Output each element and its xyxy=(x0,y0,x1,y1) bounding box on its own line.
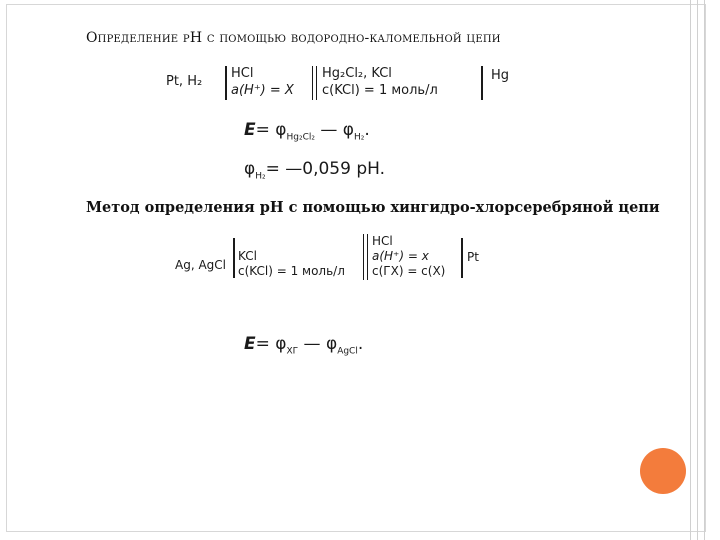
solution-1-line-2: c(KCl) = 1 моль/л xyxy=(238,264,345,278)
slide-title: Определение pH с помощью водородно-каломельной цепи xyxy=(86,30,501,46)
solution-2-line-1: Hg₂Cl₂, KCl xyxy=(322,66,392,81)
equation-part: = —0,059 pH. xyxy=(265,159,386,179)
solution-2-line-2: c(KCl) = 1 моль/л xyxy=(322,83,438,98)
decorative-line xyxy=(704,0,705,540)
accent-circle xyxy=(640,448,686,494)
equation-part: . xyxy=(364,120,370,140)
phase-boundary xyxy=(481,66,483,100)
solution-1-line-1: HCl xyxy=(231,66,254,81)
phase-boundary xyxy=(461,238,463,278)
emf-equation-1 xyxy=(244,120,370,142)
electrode-left-label: Ag, AgCl xyxy=(175,258,226,272)
equation-part: = φ xyxy=(255,120,287,140)
potential-equation xyxy=(244,159,385,181)
equation-subscript: H₂ xyxy=(354,132,365,143)
decorative-line xyxy=(697,0,698,540)
electrode-right-label: Pt xyxy=(467,250,479,264)
phase-boundary xyxy=(225,66,227,100)
solution-2-line-1: HCl xyxy=(372,234,393,248)
equation-subscript: ХГ xyxy=(286,346,299,357)
electrode-right-label: Hg xyxy=(491,68,510,83)
equation-part: — φ xyxy=(314,120,355,140)
equation-part: = φ xyxy=(255,334,287,354)
equation-subscript: H₂ xyxy=(255,171,266,182)
decorative-line xyxy=(690,0,691,540)
solution-1-line-2: a(H⁺) = X xyxy=(231,83,294,98)
emf-symbol: E xyxy=(244,334,256,354)
equation-part: . xyxy=(357,334,364,354)
phase-boundary xyxy=(233,238,235,278)
salt-bridge xyxy=(312,66,317,100)
section-heading: Метод определения pH с помощью хингидро-хлорсеребряной цепи xyxy=(86,199,660,216)
emf-symbol: E xyxy=(244,120,256,140)
solution-1-line-1: KCl xyxy=(238,249,257,263)
solution-2-line-2: a(H⁺) = x xyxy=(372,249,429,263)
salt-bridge xyxy=(363,234,368,280)
equation-subscript: AgCl xyxy=(337,346,358,357)
equation-part: φ xyxy=(244,159,256,179)
electrode-left-label: Pt, H₂ xyxy=(166,74,203,89)
equation-part: — φ xyxy=(298,334,338,354)
emf-equation-2 xyxy=(244,334,363,356)
solution-2-line-3: c(ГХ) = c(X) xyxy=(372,264,446,278)
equation-subscript: Hg₂Cl₂ xyxy=(286,132,315,143)
